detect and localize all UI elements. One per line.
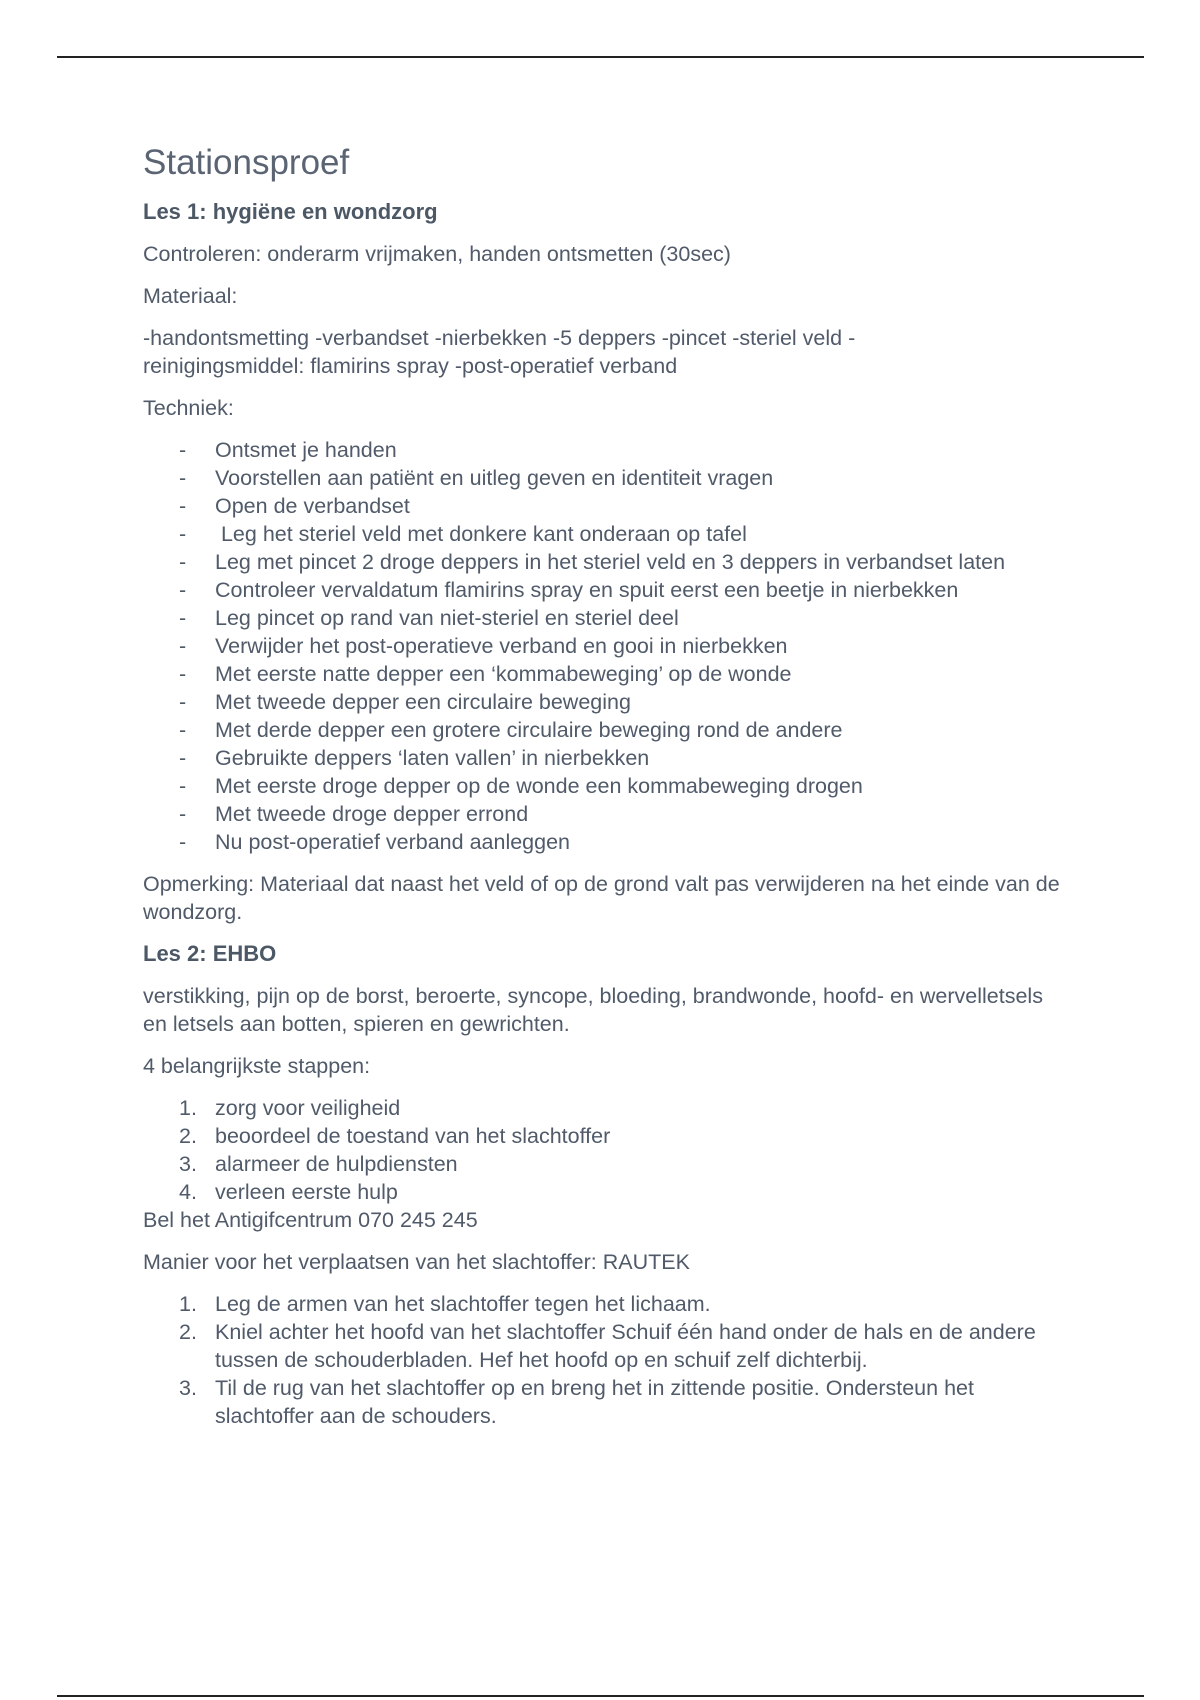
materiaal-list: -handontsmetting -verbandset -nierbekken -5 deppers -pincet -steriel veld -reinigingsmiddel: flamirins spray -post-operatief verband — [143, 326, 856, 378]
list-item: - Met tweede droge depper errond — [179, 802, 529, 826]
list-item: - Verwijder het post-operatieve verband en gooi in nierbekken — [179, 634, 788, 658]
rautek-list — [143, 1290, 1063, 1430]
top-divider — [57, 56, 1144, 58]
list-item: - Open de verbandset — [179, 494, 410, 518]
list-item: - Nu post-operatief verband aanleggen — [179, 830, 571, 854]
controleren-text: Controleren: onderarm vrijmaken, handen ontsmetten (30sec) — [143, 242, 731, 266]
list-item: 1. Leg de armen van het slachtoffer tegen het lichaam. — [179, 1292, 711, 1316]
list-item: - Controleer vervaldatum flamirins spray en spuit eerst een beetje in nierbekken — [179, 578, 959, 602]
list-item: 2. Kniel achter het hoofd van het slachtoffer Schuif één hand onder de hals en de andere tussen de schouderbladen. Hef het hoofd op en schuif zelf dichterbij. — [179, 1320, 1036, 1372]
section-heading-les1: Les 1: hygiëne en wondzorg — [143, 199, 438, 224]
ehbo-topics: verstikking, pijn op de borst, beroerte, syncope, bloeding, brandwonde, hoofd- en wervelletsels en letsels aan botten, spieren en gewrichten. — [143, 984, 1043, 1036]
materiaal-label: Materiaal: — [143, 284, 238, 308]
list-item: - Met derde depper een grotere circulaire beweging rond de andere — [179, 718, 843, 742]
bottom-divider — [57, 1695, 1144, 1697]
list-item: 3. Til de rug van het slachtoffer op en breng het in zittende positie. Ondersteun het slachtoffer aan de schouders. — [179, 1376, 974, 1428]
antigif-text: Bel het Antigifcentrum 070 245 245 — [143, 1208, 478, 1232]
list-item: 4. verleen eerste hulp — [179, 1180, 398, 1204]
opmerking-text: Opmerking: Materiaal dat naast het veld of op de grond valt pas verwijderen na het einde van de wondzorg. — [143, 872, 1060, 924]
stappen-list — [143, 1094, 1063, 1206]
list-item: - Met tweede depper een circulaire beweging — [179, 690, 631, 714]
list-item: 2. beoordeel de toestand van het slachtoffer — [179, 1124, 611, 1148]
techniek-steps-list — [143, 436, 1063, 856]
list-item: - Leg het steriel veld met donkere kant onderaan op tafel — [179, 522, 747, 546]
section-heading-les2: Les 2: EHBO — [143, 941, 277, 966]
list-item: - Met eerste droge depper op de wonde een kommabeweging drogen — [179, 774, 863, 798]
list-item: - Ontsmet je handen — [179, 438, 397, 462]
techniek-label: Techniek: — [143, 396, 234, 420]
stappen-label: 4 belangrijkste stappen: — [143, 1054, 371, 1078]
list-item: - Met eerste natte depper een ‘kommabeweging’ op de wonde — [179, 662, 792, 686]
list-item: 1. zorg voor veiligheid — [179, 1096, 401, 1120]
list-item: - Leg pincet op rand van niet-steriel en steriel deel — [179, 606, 679, 630]
document-title: Stationsproef — [143, 143, 350, 182]
list-item: - Gebruikte deppers ‘laten vallen’ in nierbekken — [179, 746, 650, 770]
list-item: - Voorstellen aan patiënt en uitleg geven en identiteit vragen — [179, 466, 774, 490]
list-item: - Leg met pincet 2 droge deppers in het steriel veld en 3 deppers in verbandset laten — [179, 550, 1006, 574]
document-page — [143, 140, 1063, 1444]
rautek-label: Manier voor het verplaatsen van het slachtoffer: RAUTEK — [143, 1250, 690, 1274]
list-item: 3. alarmeer de hulpdiensten — [179, 1152, 458, 1176]
